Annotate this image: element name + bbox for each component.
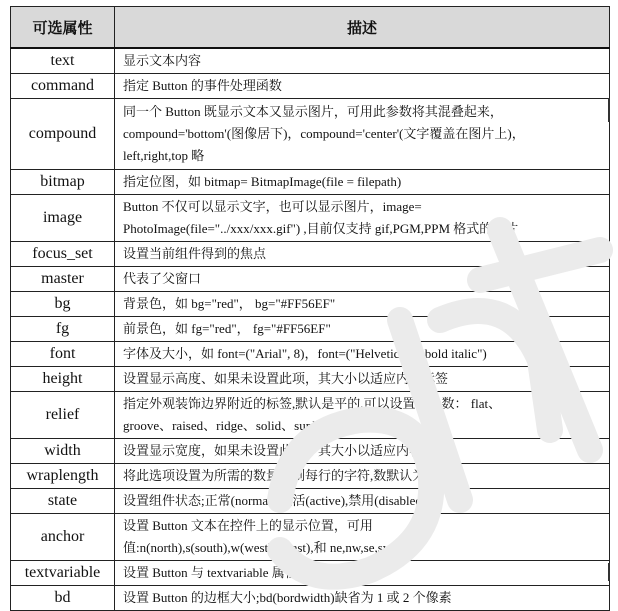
description-line: 字体及大小，如 font=("Arial", 8)，font=("Helvetica 16 bold italic")	[123, 346, 487, 361]
description-line: 前景色，如 fg="red"， fg="#FF56EF"	[123, 321, 331, 336]
description-line: left,right,top 略	[123, 148, 205, 163]
description-line: 显示文本内容	[123, 53, 202, 68]
table-row	[11, 74, 610, 99]
attribute-description	[115, 392, 610, 439]
attribute-description	[115, 342, 610, 367]
attribute-name: textvariable	[11, 561, 115, 586]
attribute-description	[115, 561, 610, 586]
description-line: 同一个 Button 既显示文本又显示图片，可用此参数将其混叠起来，	[123, 104, 503, 119]
attribute-description	[115, 464, 610, 489]
description-line: 设置显示宽度，如果未设置此项，其大小以适应内容标签	[123, 443, 449, 458]
attribute-description	[115, 195, 610, 242]
description-line: 指定外观装饰边界附近的标签,默认是平的,可以设置的参数： flat、	[123, 396, 502, 411]
description-line: 设置 Button 文本在控件上的显示位置，可用	[123, 518, 373, 533]
description-line: 指定 Button 的事件处理函数	[123, 78, 282, 93]
table-row	[11, 439, 610, 464]
attribute-table	[10, 6, 610, 611]
table-row	[11, 195, 610, 242]
table-row	[11, 99, 610, 170]
attribute-description	[115, 367, 610, 392]
description-line: 设置当前组件得到的焦点	[123, 246, 267, 261]
attribute-name: focus_set	[11, 242, 115, 267]
description-line: 将此选项设置为所需的数量限制每行的字符,数默认为 0	[123, 468, 436, 483]
attribute-name: width	[11, 439, 115, 464]
table-row	[11, 48, 610, 74]
table-row	[11, 317, 610, 342]
description-line: 设置显示高度、如果未设置此项，其大小以适应内容标签	[123, 371, 449, 386]
table-row	[11, 489, 610, 514]
attribute-description	[115, 439, 610, 464]
table-row	[11, 342, 610, 367]
header-attribute: 可选属性	[11, 7, 115, 49]
table-row	[11, 292, 610, 317]
attribute-description	[115, 267, 610, 292]
attribute-description	[115, 586, 610, 611]
attribute-description	[115, 170, 610, 195]
attribute-name: relief	[11, 392, 115, 439]
description-line: 设置组件状态;正常(normal),激活(active),禁用(disabled)	[123, 493, 427, 508]
attribute-name: bitmap	[11, 170, 115, 195]
table-row	[11, 170, 610, 195]
attribute-name: master	[11, 267, 115, 292]
attribute-description	[115, 514, 610, 561]
attribute-table-container	[10, 6, 610, 611]
table-row	[11, 586, 610, 611]
description-line: 指定位图，如 bitmap= BitmapImage(file = filepath)	[123, 174, 402, 189]
attribute-name: bd	[11, 586, 115, 611]
attribute-name: fg	[11, 317, 115, 342]
description-line: Button 不仅可以显示文字，也可以显示图片，image=	[123, 199, 422, 214]
attribute-description	[115, 317, 610, 342]
description-line: 设置 Button 的边框大小;bd(bordwidth)缺省为 1 或 2 个像素	[123, 590, 452, 605]
table-body	[11, 48, 610, 611]
attribute-name: wraplength	[11, 464, 115, 489]
attribute-name: command	[11, 74, 115, 99]
description-line: 代表了父窗口	[123, 271, 202, 286]
attribute-description	[115, 99, 610, 170]
attribute-name: state	[11, 489, 115, 514]
description-line: 值:n(north),s(south),w(west),e(east),和 ne,nw,se,sw	[123, 540, 393, 555]
attribute-name: bg	[11, 292, 115, 317]
table-header-row	[11, 7, 610, 49]
description-line: groove、raised、ridge、solid、sunken	[123, 418, 331, 433]
attribute-name: image	[11, 195, 115, 242]
table-row	[11, 514, 610, 561]
attribute-description	[115, 48, 610, 74]
description-line: PhotoImage(file="../xxx/xxx.gif") ,目前仅支持 gif,PGM,PPM 格式的图片	[123, 221, 519, 236]
table-row	[11, 267, 610, 292]
table-row	[11, 367, 610, 392]
margin-mark	[608, 98, 610, 122]
description-line: 设置 Button 与 textvariable 属性	[123, 565, 298, 580]
attribute-name: text	[11, 48, 115, 74]
table-row	[11, 392, 610, 439]
margin-mark	[608, 563, 610, 581]
attribute-description	[115, 242, 610, 267]
attribute-description	[115, 74, 610, 99]
attribute-description	[115, 292, 610, 317]
attribute-name: compound	[11, 99, 115, 170]
description-line: compound='bottom'(图像居下)，compound='center'(文字覆盖在图片上)，	[123, 126, 525, 141]
header-description: 描述	[115, 7, 610, 49]
description-line: 背景色，如 bg="red"， bg="#FF56EF"	[123, 296, 336, 311]
attribute-name: anchor	[11, 514, 115, 561]
table-row	[11, 464, 610, 489]
attribute-name: height	[11, 367, 115, 392]
attribute-description	[115, 489, 610, 514]
table-row	[11, 561, 610, 586]
attribute-name: font	[11, 342, 115, 367]
table-row	[11, 242, 610, 267]
